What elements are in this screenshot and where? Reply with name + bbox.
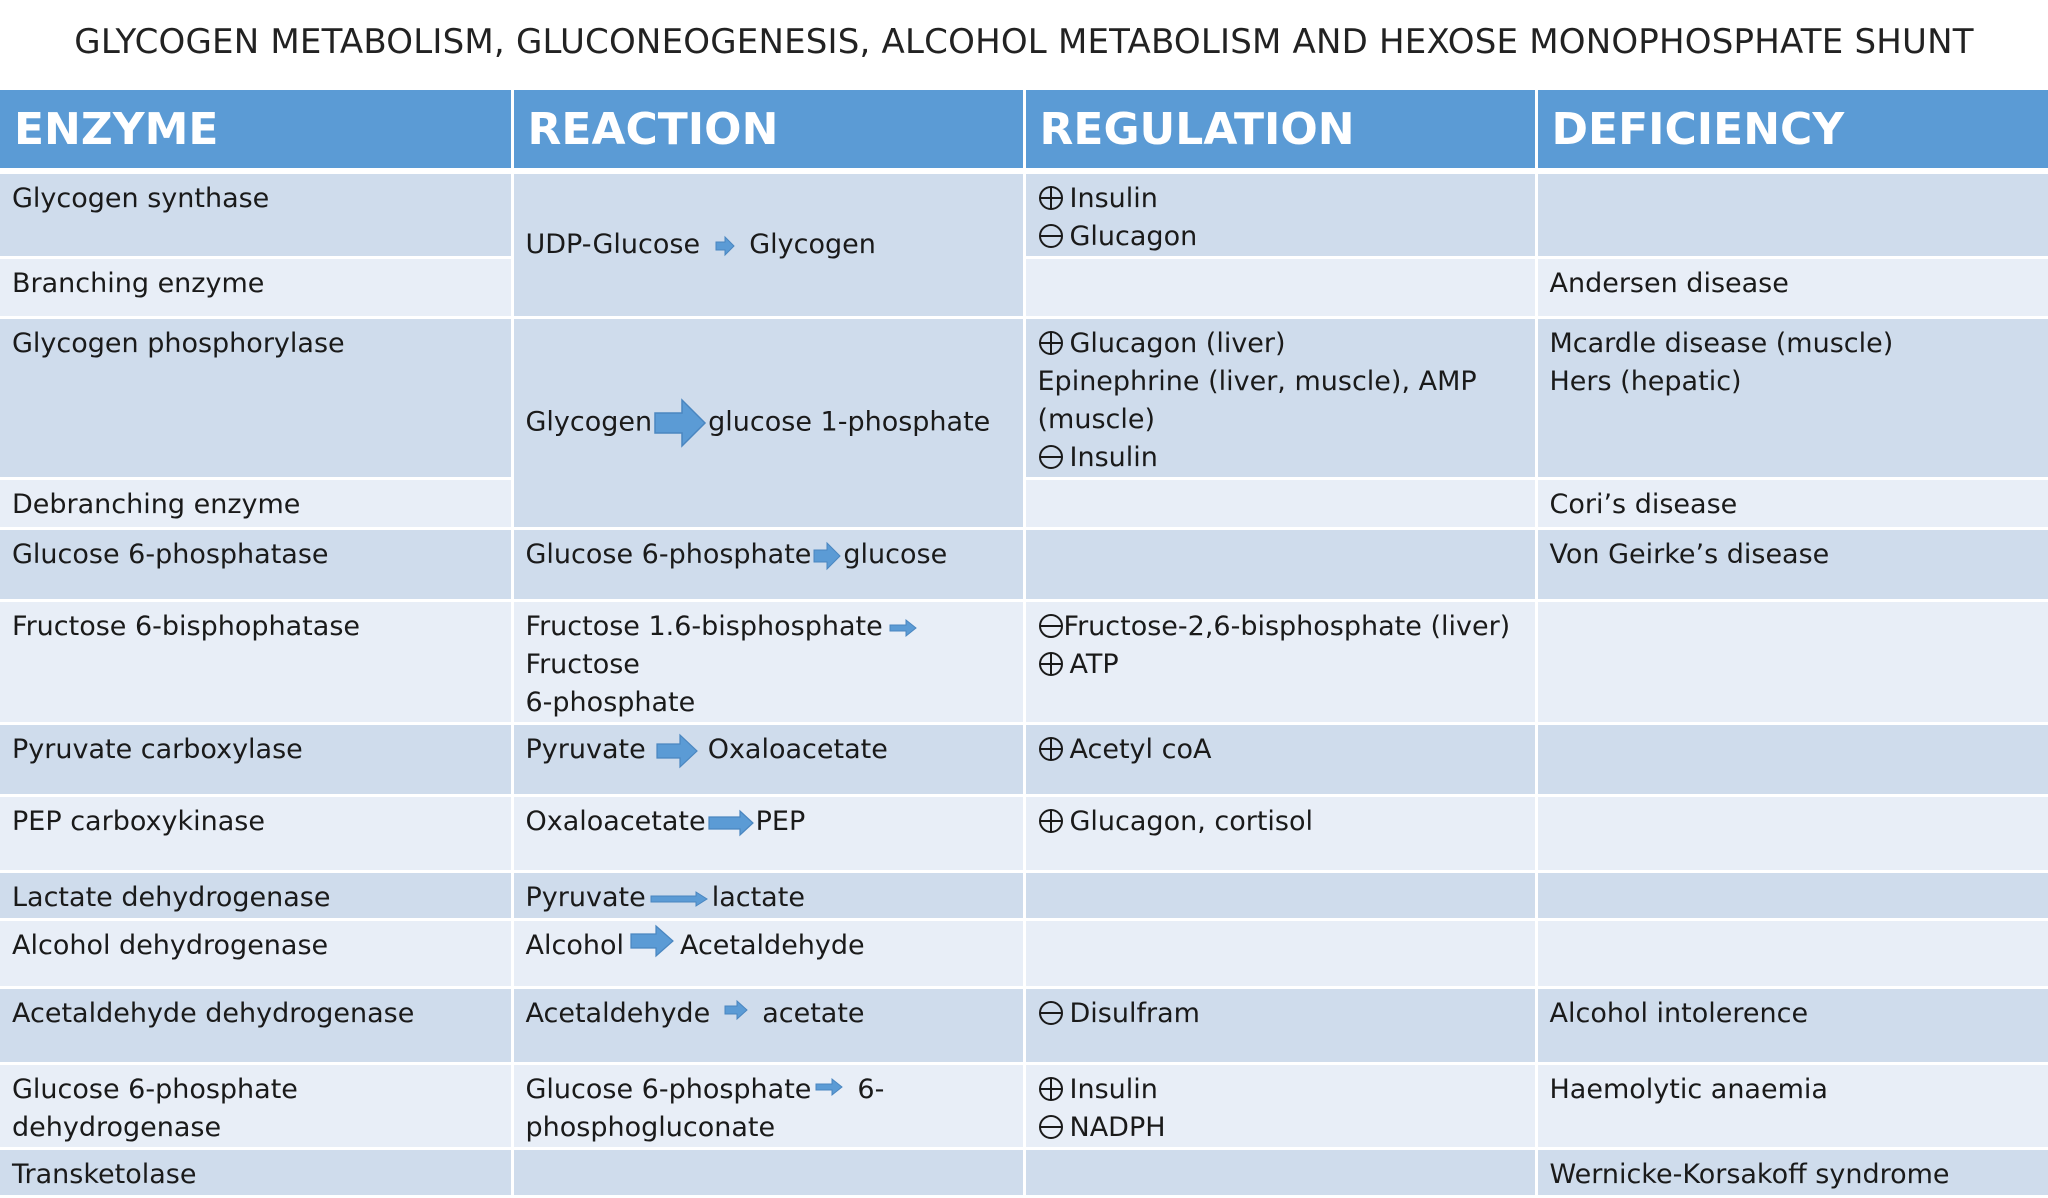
table-row [0, 318, 2048, 479]
deficiency-cell: Wernicke-Korsakoff syndrome [1536, 1149, 2048, 1197]
small-arrow-icon [724, 1000, 748, 1020]
reaction-cell [512, 171, 1024, 318]
minus-circle-icon [1038, 1000, 1064, 1026]
small-arrow-icon [715, 236, 735, 256]
regulation-plus: ATP [1069, 649, 1119, 680]
reaction-cell [512, 1149, 1024, 1197]
thin-arrow-icon [815, 1078, 843, 1096]
regulation-minus: Disulfram [1069, 998, 1200, 1029]
reaction-cell [512, 724, 1024, 796]
table-row [0, 479, 2048, 529]
header-row [0, 90, 2048, 171]
long-thin-arrow-icon [650, 891, 708, 907]
reaction-to: PEP [755, 806, 806, 837]
header-deficiency: DEFICIENCY [1536, 90, 2048, 171]
reaction-from: Glucose 6-phosphate [525, 539, 812, 570]
reaction-cell [512, 988, 1024, 1064]
regulation-plus: Acetyl coA [1069, 734, 1212, 765]
regulation-plus: Insulin [1069, 1074, 1158, 1105]
reaction-cell [512, 872, 1024, 920]
regulation-cell [1024, 529, 1536, 601]
reaction-to: glucose 1-phosphate [708, 406, 991, 438]
deficiency-cell: Haemolytic anaemia [1536, 1064, 2048, 1149]
deficiency-cell [1536, 171, 2048, 258]
regulation-minus: Insulin [1069, 442, 1158, 473]
enzyme-cell: PEP carboxykinase [0, 796, 512, 872]
reaction-to: 6- [857, 1074, 885, 1105]
arrow-icon [813, 542, 841, 570]
deficiency-cell: Cori’s disease [1536, 479, 2048, 529]
enzyme-cell: Fructose 6-bisphophatase [0, 601, 512, 724]
enzyme-cell: Pyruvate carboxylase [0, 724, 512, 796]
table-row [0, 1149, 2048, 1197]
reaction-cell [512, 1064, 1024, 1149]
reaction-to: Glycogen [749, 229, 876, 260]
deficiency-cell [1536, 920, 2048, 988]
deficiency-line: Hers (hepatic) [1549, 366, 1742, 397]
plus-circle-icon [1038, 808, 1064, 834]
reaction-to: Fructose [525, 649, 640, 680]
deficiency-cell [1536, 318, 2048, 479]
thin-arrow-icon [889, 619, 917, 637]
arrow-icon [630, 925, 674, 957]
reaction-to-line2: phosphogluconate [525, 1112, 776, 1143]
plus-circle-icon [1038, 651, 1064, 677]
enzyme-table [0, 90, 2048, 1198]
large-arrow-icon [654, 399, 706, 447]
table-row [0, 988, 2048, 1064]
deficiency-cell [1536, 872, 2048, 920]
table-row [0, 796, 2048, 872]
enzyme-cell: Alcohol dehydrogenase [0, 920, 512, 988]
regulation-cell [1024, 872, 1536, 920]
regulation-line: (muscle) [1037, 404, 1156, 435]
reaction-from: Fructose 1.6-bisphosphate [525, 611, 883, 642]
enzyme-cell: Glucose 6-phosphatase [0, 529, 512, 601]
reaction-cell [512, 318, 1024, 529]
enzyme-cell: Branching enzyme [0, 258, 512, 318]
regulation-cell [1024, 724, 1536, 796]
reaction-to: Acetaldehyde [679, 930, 865, 961]
reaction-from: Oxaloacetate [525, 806, 706, 837]
regulation-line: Epinephrine (liver, muscle), AMP [1037, 366, 1477, 397]
deficiency-cell: Von Geirke’s disease [1536, 529, 2048, 601]
reaction-to: acetate [762, 998, 865, 1029]
table-row [0, 920, 2048, 988]
reaction-from: Glucose 6-phosphate [525, 1074, 812, 1105]
reaction-from: Glycogen [525, 406, 653, 438]
regulation-cell [1024, 1149, 1536, 1197]
reaction-cell [512, 529, 1024, 601]
table-row [0, 1064, 2048, 1149]
deficiency-cell [1536, 796, 2048, 872]
slide-title: GLYCOGEN METABOLISM, GLUCONEOGENESIS, ALCOHOL METABOLISM AND HEXOSE MONOPHOSPHATE SHUNT [74, 22, 1974, 62]
regulation-cell [1024, 479, 1536, 529]
regulation-cell [1024, 920, 1536, 988]
table-row [0, 724, 2048, 796]
reaction-to: Oxaloacetate [707, 734, 888, 765]
regulation-minus: NADPH [1069, 1112, 1166, 1143]
minus-circle-icon [1038, 223, 1064, 249]
regulation-cell [1024, 258, 1536, 318]
enzyme-cell: Glycogen phosphorylase [0, 318, 512, 479]
reaction-from: Acetaldehyde [525, 998, 711, 1029]
reaction-from: UDP-Glucose [525, 229, 701, 260]
enzyme-cell: Debranching enzyme [0, 479, 512, 529]
regulation-cell [1024, 796, 1536, 872]
long-arrow-icon [708, 810, 754, 836]
enzyme-cell: Glycogen synthase [0, 171, 512, 258]
enzyme-cell: Acetaldehyde dehydrogenase [0, 988, 512, 1064]
reaction-from: Pyruvate [525, 882, 646, 913]
deficiency-cell: Andersen disease [1536, 258, 2048, 318]
reaction-cell [512, 920, 1024, 988]
regulation-cell [1024, 988, 1536, 1064]
reaction-to: glucose [843, 539, 948, 570]
minus-circle-icon [1038, 1114, 1064, 1140]
reaction-from: Pyruvate [525, 734, 646, 765]
regulation-cell [1024, 1064, 1536, 1149]
reaction-cell [512, 796, 1024, 872]
regulation-cell [1024, 171, 1536, 258]
table-row [0, 258, 2048, 318]
header-regulation: REGULATION [1024, 90, 1536, 171]
arrow-icon [656, 734, 698, 768]
reaction-from: Alcohol [525, 930, 624, 961]
regulation-plus: Glucagon (liver) [1069, 328, 1286, 359]
table-row [0, 529, 2048, 601]
regulation-cell [1024, 601, 1536, 724]
minus-circle-icon [1038, 444, 1064, 470]
enzyme-cell: Lactate dehydrogenase [0, 872, 512, 920]
reaction-to-line2: 6-phosphate [525, 687, 696, 718]
enzyme-cell: Glucose 6-phosphate dehydrogenase [0, 1064, 512, 1149]
minus-circle-icon [1038, 613, 1064, 639]
table-row [0, 171, 2048, 258]
table-row [0, 872, 2048, 920]
enzyme-cell: Transketolase [0, 1149, 512, 1197]
plus-circle-icon [1038, 1076, 1064, 1102]
regulation-cell [1024, 318, 1536, 479]
regulation-plus: Insulin [1069, 183, 1158, 214]
deficiency-cell [1536, 724, 2048, 796]
regulation-plus: Glucagon, cortisol [1069, 806, 1314, 837]
deficiency-line: Mcardle disease (muscle) [1549, 328, 1894, 359]
reaction-to: lactate [711, 882, 805, 913]
deficiency-cell [1536, 601, 2048, 724]
reaction-cell [512, 601, 1024, 724]
regulation-minus: Glucagon [1069, 221, 1198, 252]
plus-circle-icon [1038, 736, 1064, 762]
regulation-minus: Fructose-2,6-bisphosphate (liver) [1063, 611, 1511, 642]
table-row [0, 601, 2048, 724]
header-reaction: REACTION [512, 90, 1024, 171]
plus-circle-icon [1038, 330, 1064, 356]
header-enzyme: ENZYME [0, 90, 512, 171]
plus-circle-icon [1038, 185, 1064, 211]
deficiency-cell: Alcohol intolerence [1536, 988, 2048, 1064]
